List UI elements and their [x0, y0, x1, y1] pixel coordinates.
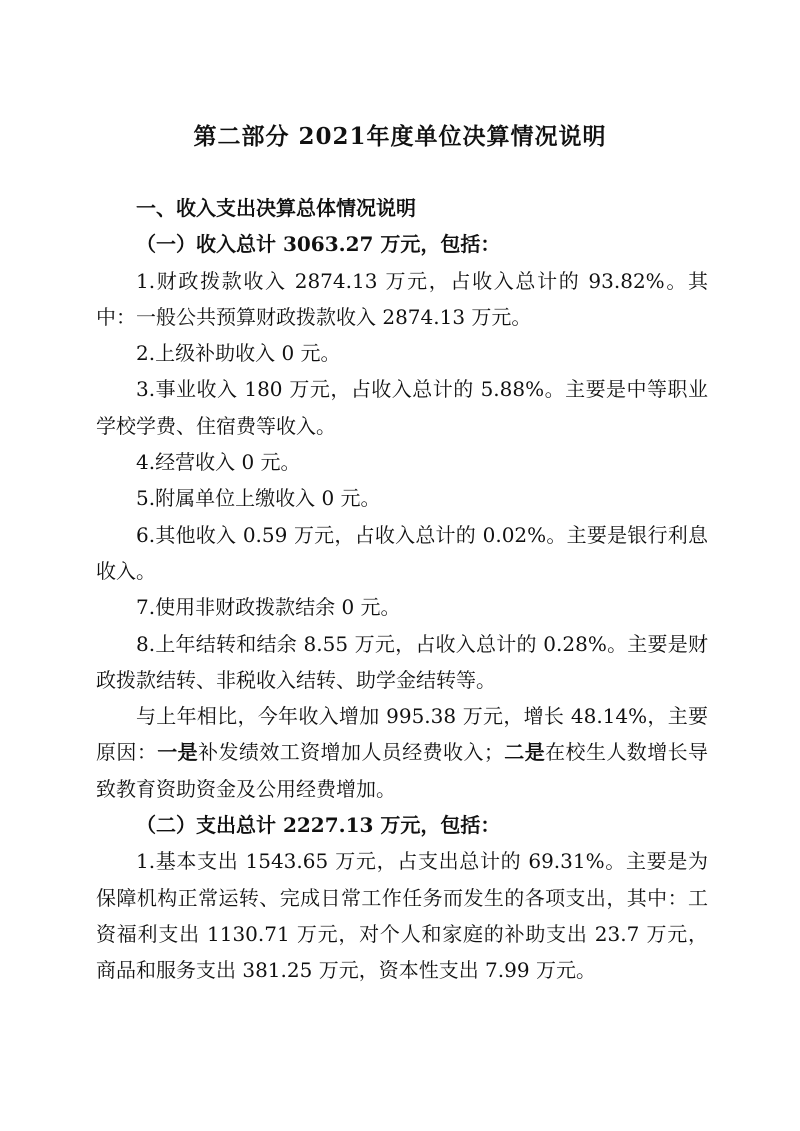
reason-two-label: 二是 — [503, 740, 546, 765]
income-item-fiscal-appropriation: 1.财政拨款收入 2874.13 万元，占收入总计的 93.82%。其中：一般公共预算财政拨款收入 2874.13 万元。 — [96, 268, 708, 329]
section-heading-income-expenditure: 一、收入支出决算总体情况说明 — [136, 196, 416, 220]
income-total-heading: （一）收入总计 3063.27 万元，包括： — [136, 232, 501, 257]
income-comparison-paragraph — [96, 698, 708, 807]
income-item-other: 6.其他收入 0.59 万元，占收入总计的 0.02%。主要是银行利息收入。 — [96, 522, 708, 583]
income-item-non-fiscal-balance: 7.使用非财政拨款结余 0 元。 — [136, 595, 401, 620]
income-item-superior-subsidy: 2.上级补助收入 0 元。 — [136, 341, 341, 366]
document-body — [96, 190, 708, 989]
expenditure-item-basic: 1.基本支出 1543.65 万元，占支出总计的 69.31%。主要是为保障机构正常运转、完成日常工作任务而发生的各项支出，其中：工资福利支出 1130.71 万元，对个人和家庭的补助支出 23.7 万元，商品和服务支出 381.25 万元，资本性支出 7.99 万元。 — [96, 849, 708, 983]
income-item-business: 3.事业收入 180 万元，占收入总计的 5.88%。主要是中等职业学校学费、住宿费等收入。 — [96, 377, 708, 438]
income-item-carryover: 8.上年结转和结余 8.55 万元，占收入总计的 0.28%。主要是财政拨款结转、非税收入结转、助学金结转等。 — [96, 631, 708, 692]
income-item-operating: 4.经营收入 0 元。 — [136, 450, 301, 475]
reason-two-text: 在校生人数增长导致教育资助资金及公用经费增加。 — [96, 740, 709, 801]
expenditure-total-heading: （二）支出总计 2227.13 万元，包括： — [136, 813, 501, 838]
comparison-prefix: 与上年相比，今年收入增加 995.38 万元，增长 48.14%，主要原因： — [96, 704, 708, 765]
income-item-affiliated: 5.附属单位上缴收入 0 元。 — [136, 486, 381, 511]
page-title: 第二部分 2021年度单位决算情况说明 — [193, 123, 607, 150]
reason-one-text: 补发绩效工资增加人员经费收入； — [198, 740, 504, 765]
reason-one-label: 一是 — [157, 740, 199, 765]
